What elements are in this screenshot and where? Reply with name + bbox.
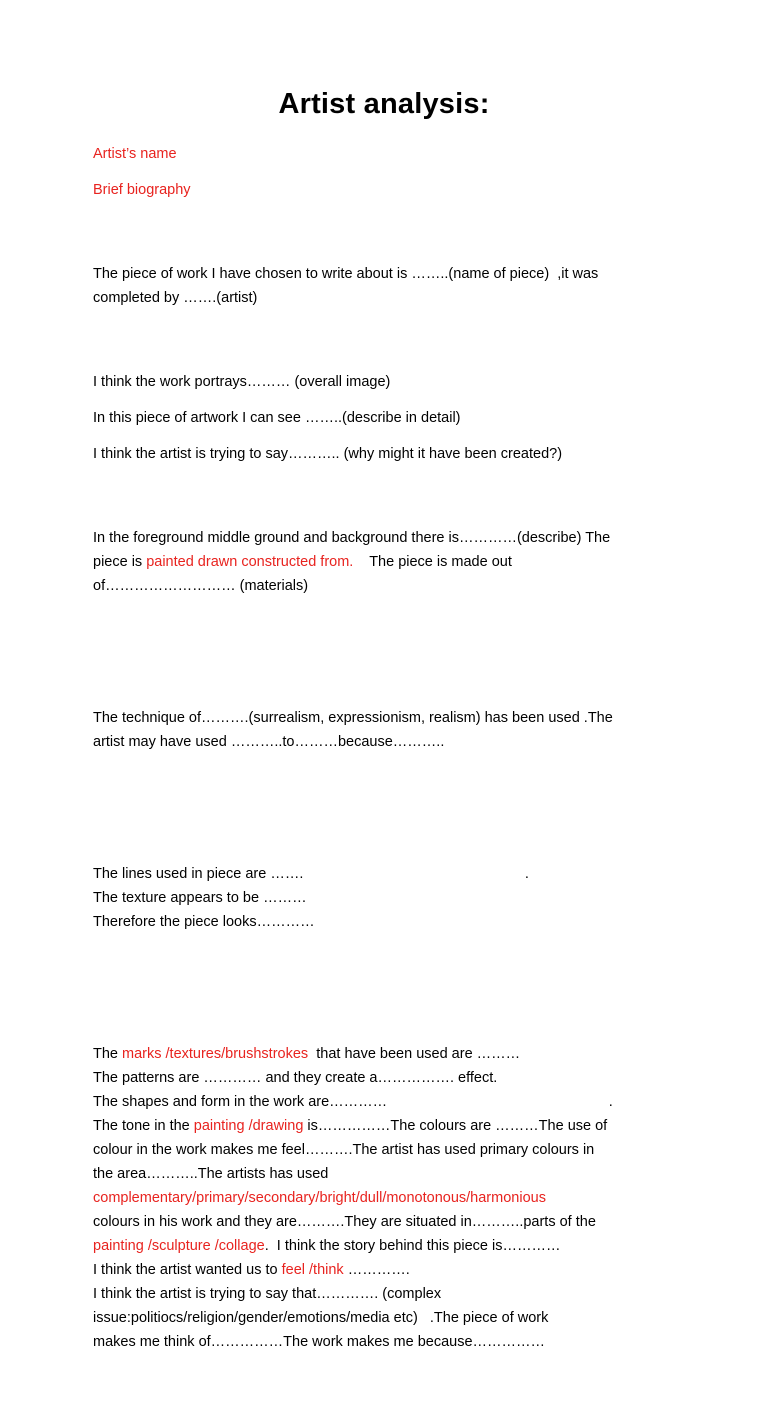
line: The patterns are ………… and they create a……………. effect. [93,1070,498,1086]
paragraph-marks-colours [93,994,683,1402]
line: colours in his work and they are……….They are situated in………..parts of the [93,1214,596,1230]
paragraph-technique [93,658,683,802]
text: . I think the story behind this piece is………… [264,1238,561,1254]
line: artist may have used ………..to………because……….. [93,734,445,750]
document-body [93,142,683,1402]
highlight-text: marks /textures/brushstrokes [122,1046,309,1062]
line: The shapes and form in the work are………… . [93,1094,613,1110]
line [93,1042,683,1066]
line: The texture appears to be ……… [93,890,307,906]
highlight-text: painted drawn constructed from. [146,554,354,570]
paragraph-trying-to-say: I think the artist is trying to say……….. (why might it have been created?) [93,446,563,462]
line: makes me think of……………The work makes me because…………… [93,1334,546,1350]
text: piece is [93,554,147,570]
line [93,1234,683,1258]
highlight-line: complementary/primary/secondary/bright/dull/monotonous/harmonious [93,1190,546,1206]
line: Therefore the piece looks………… [93,914,315,930]
text: The piece is made out [353,554,512,570]
text: …………. [343,1262,410,1278]
paragraph-portrays: I think the work portrays……… (overall image) [93,374,391,390]
line [93,1258,683,1282]
line: The lines used in piece are ……. . [93,866,529,882]
text: is……………The colours are ………The use of [303,1118,608,1134]
line: The piece of work I have chosen to write about is ……..(name of piece) ,it was [93,266,599,282]
heading-brief-biography: Brief biography [93,182,191,198]
line: I think the artist is trying to say that…………. (complex [93,1286,442,1302]
highlight-text: painting /drawing [193,1118,304,1134]
page-title: Artist analysis: [278,88,490,120]
line: the area………..The artists has used [93,1166,329,1182]
line [93,1114,683,1138]
text: The tone in the [93,1118,194,1134]
paragraph-grounds [93,478,683,646]
line [93,550,683,574]
line: of……………………… (materials) [93,578,309,594]
paragraph-can-see: In this piece of artwork I can see ……..(describe in detail) [93,410,461,426]
text: The [93,1046,123,1062]
heading-artist-name: Artist’s name [93,146,177,162]
line: colour in the work makes me feel……….The artist has used primary colours in [93,1142,595,1158]
line: The technique of……….(surrealism, expressionism, realism) has been used .The [93,710,613,726]
text: that have been used are ……… [308,1046,521,1062]
paragraph-chosen-work [93,214,683,358]
line: issue:politiocs/religion/gender/emotions/media etc) .The piece of work [93,1310,549,1326]
text: I think the artist wanted us to [93,1262,282,1278]
paragraph-lines-texture [93,814,683,982]
line: completed by …….(artist) [93,290,258,306]
highlight-text: painting /sculpture /collage [93,1238,265,1254]
line: In the foreground middle ground and background there is…………(describe) The [93,530,611,546]
highlight-text: feel /think [281,1262,344,1278]
